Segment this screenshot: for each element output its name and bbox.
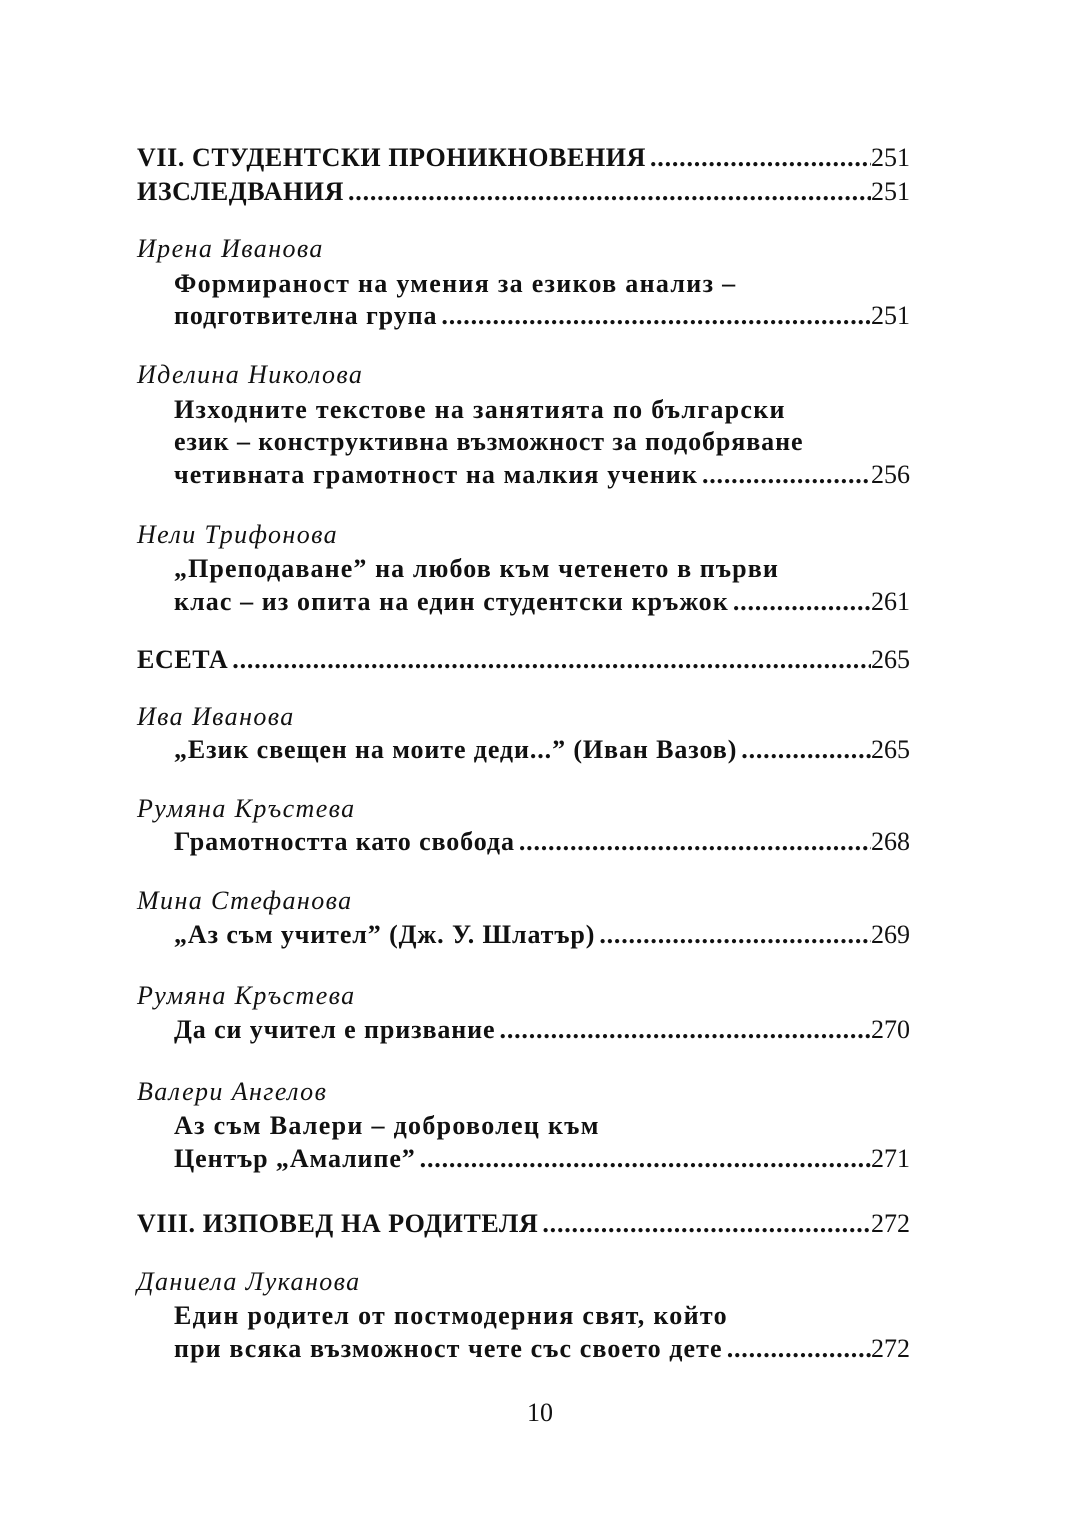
- entry-title-text: Аз съм Валери – доброволец към: [174, 1111, 600, 1140]
- entry-title-text: „Аз съм учител” (Дж. У. Шлатър): [174, 920, 596, 949]
- author-name: Валери Ангелов: [137, 1077, 328, 1106]
- entry-title-text: език – конструктивна възможност за подобряване: [174, 427, 804, 456]
- dot-leader: [515, 824, 871, 860]
- dot-leader: [737, 732, 871, 768]
- toc-page-number: 270: [871, 1015, 910, 1044]
- toc-author: [137, 978, 910, 1014]
- dot-leader: [646, 140, 871, 176]
- author-name: Румяна Кръстева: [137, 794, 356, 823]
- toc-subsection-essays[interactable]: [137, 642, 910, 678]
- dot-leader: [228, 642, 871, 678]
- toc-page-number: 265: [871, 645, 910, 674]
- toc-title: ИЗСЛЕДВАНИЯ: [137, 177, 344, 206]
- toc-author: [137, 1264, 910, 1300]
- entry-title-text: Изходните текстове на занятията по български: [174, 395, 786, 424]
- toc-entry-last-line[interactable]: [174, 1141, 910, 1177]
- author-name: Ива Иванова: [137, 702, 295, 731]
- toc-entry-title-line[interactable]: [174, 392, 910, 428]
- dot-leader: [538, 1206, 871, 1242]
- dot-leader: [496, 1012, 871, 1048]
- toc-entry-title-line[interactable]: [174, 551, 910, 587]
- toc-entry-last-line[interactable]: [174, 824, 910, 860]
- toc-entry-title-line[interactable]: [174, 1298, 910, 1334]
- toc-author: [137, 231, 910, 267]
- toc-section-vii[interactable]: [137, 140, 910, 176]
- table-of-contents: [137, 0, 910, 1530]
- toc-page-number: 251: [871, 177, 910, 206]
- author-name: Иделина Николова: [137, 360, 364, 389]
- toc-page-number: 271: [871, 1144, 910, 1173]
- dot-leader: [723, 1331, 871, 1367]
- toc-author: [137, 517, 910, 553]
- author-name: Нели Трифонова: [137, 520, 339, 549]
- entry-title-text: Център „Амалипе”: [174, 1144, 416, 1173]
- toc-entry-last-line[interactable]: [174, 917, 910, 953]
- toc-entry-title-line[interactable]: [174, 266, 910, 302]
- dot-leader: [698, 457, 871, 493]
- toc-author: [137, 791, 910, 827]
- toc-page-number: 256: [871, 460, 910, 489]
- entry-title-text: „Език свещен на моите деди...” (Иван Вазов): [174, 735, 738, 764]
- entry-title-text: клас – из опита на един студентски кръжок: [174, 587, 729, 616]
- toc-page-number: 269: [871, 920, 910, 949]
- toc-page-number: 261: [871, 587, 910, 616]
- toc-page-number: 272: [871, 1334, 910, 1363]
- entry-title-text: при всяка възможност чете със своето дете: [174, 1334, 723, 1363]
- author-name: Мина Стефанова: [137, 886, 353, 915]
- entry-title-text: Формираност на умения за езиков анализ –: [174, 269, 737, 298]
- author-name: Румяна Кръстева: [137, 981, 356, 1010]
- toc-entry-last-line[interactable]: [174, 584, 910, 620]
- toc-author: [137, 1074, 910, 1110]
- toc-title: VII. СТУДЕНТСКИ ПРОНИКНОВЕНИЯ: [137, 143, 646, 172]
- toc-author: [137, 357, 910, 393]
- toc-page-number: 265: [871, 735, 910, 764]
- toc-entry-last-line[interactable]: [174, 1331, 910, 1367]
- author-name: Ирена Иванова: [137, 234, 324, 263]
- dot-leader: [437, 298, 871, 334]
- toc-entry-title-line[interactable]: [174, 424, 910, 460]
- dot-leader: [595, 917, 871, 953]
- toc-entry-last-line[interactable]: [174, 298, 910, 334]
- toc-page-number: 272: [871, 1209, 910, 1238]
- author-name: Даниела Луканова: [137, 1267, 361, 1296]
- toc-subsection-research[interactable]: [137, 174, 910, 210]
- toc-page-number: 251: [871, 143, 910, 172]
- toc-author: [137, 699, 910, 735]
- entry-title-text: подготвителна група: [174, 301, 438, 330]
- entry-title-text: Грамотността като свобода: [174, 827, 515, 856]
- toc-section-viii[interactable]: [137, 1206, 910, 1242]
- dot-leader: [344, 174, 871, 210]
- page-number: 10: [527, 1398, 553, 1427]
- toc-page-number: 251: [871, 301, 910, 330]
- toc-entry-last-line[interactable]: [174, 1012, 910, 1048]
- toc-title: VIII. ИЗПОВЕД НА РОДИТЕЛЯ: [137, 1209, 539, 1238]
- entry-title-text: четивната грамотност на малкия ученик: [174, 460, 698, 489]
- toc-entry-last-line[interactable]: [174, 732, 910, 768]
- entry-title-text: Един родител от постмодерния свят, който: [174, 1301, 728, 1330]
- dot-leader: [729, 584, 871, 620]
- toc-entry-title-line[interactable]: [174, 1108, 910, 1144]
- toc-author: [137, 883, 910, 919]
- entry-title-text: Да си учител е призвание: [174, 1015, 496, 1044]
- toc-entry-last-line[interactable]: [174, 457, 910, 493]
- entry-title-text: „Преподаване” на любов към четенето в първи: [174, 554, 779, 583]
- toc-title: ЕСЕТА: [137, 645, 229, 674]
- dot-leader: [416, 1141, 871, 1177]
- toc-page-number: 268: [871, 827, 910, 856]
